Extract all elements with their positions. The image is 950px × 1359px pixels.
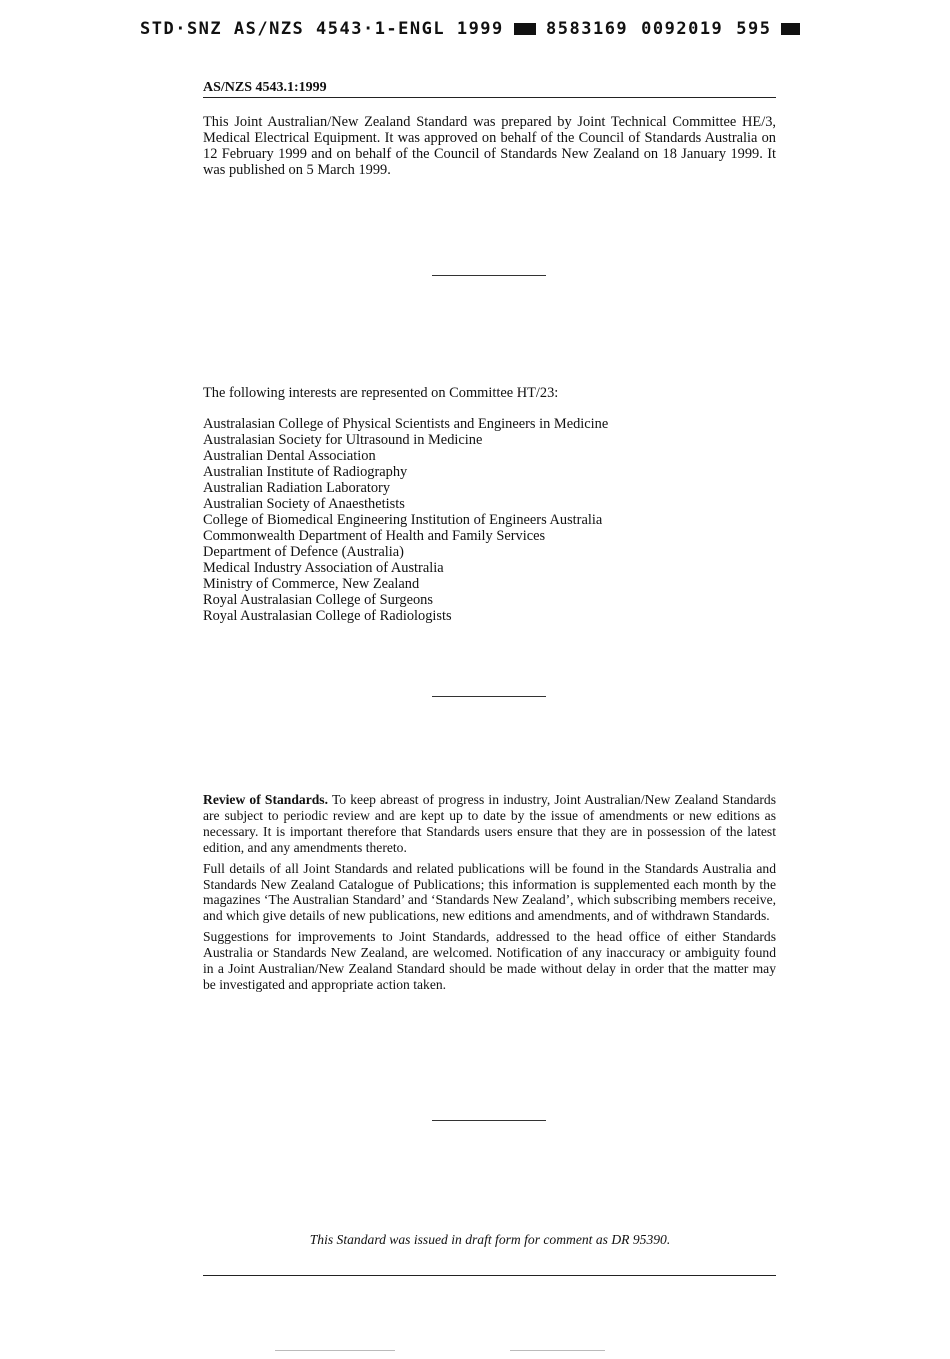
scan-header-number-b: 0092019 [641, 19, 724, 39]
list-item: Medical Industry Association of Australia [203, 560, 444, 576]
review-paragraph: Full details of all Joint Standards and related publications will be found in the Standards Australia and Standards New Zealand Catalogue of Publications; this information is supplemented each month by the magazines ‘The Australian Standard’ and ‘Standards New Zealand’, which subscribing members receive, and which give details of new publications, new editions and amendments, and of withdrawn Standards. [203, 860, 776, 924]
list-item: Royal Australasian College of Radiologists [203, 608, 452, 624]
document-id: AS/NZS 4543.1:1999 [203, 80, 327, 95]
draft-note: This Standard was issued in draft form for comment as DR 95390. [309, 1232, 671, 1247]
list-item: Australasian Society for Ultrasound in Medicine [203, 432, 483, 448]
list-item: Australian Society of Anaesthetists [203, 496, 405, 512]
review-text: To keep abreast of progress in industry, Joint Australian/New Zealand Standards are subject to periodic review and are kept up to date by the issue of amendments or new editions as necessary. It is important therefore that Standards users ensure that they are in possession of the latest edition, and any amendments thereto. [203, 792, 777, 855]
header-rule [203, 97, 776, 98]
list-item: Department of Defence (Australia) [203, 544, 404, 560]
scan-header-number-a: 8583169 [546, 19, 629, 39]
scan-artifact [275, 1350, 395, 1351]
scan-header [140, 18, 800, 40]
section-divider [432, 275, 546, 276]
review-paragraph: Suggestions for improvements to Joint Standards, addressed to the head office of either Standards Australia or Standards New Zealand, are welcomed. Notification of any inaccuracy or ambiguity found in a Joint Australian/New Zealand Standard should be made without delay in order that the matter may be investigated and appropriate action taken. [203, 929, 776, 992]
review-heading: Review of Standards. [203, 792, 329, 807]
black-bar-marker [514, 23, 536, 35]
list-item: Australian Dental Association [203, 448, 376, 464]
review-of-standards [203, 792, 776, 998]
list-item: Commonwealth Department of Health and Family Services [203, 528, 546, 544]
list-item: Australasian College of Physical Scientists and Engineers in Medicine [203, 416, 609, 432]
interests-list [203, 416, 608, 624]
list-item: College of Biomedical Engineering Institution of Engineers Australia [203, 512, 603, 528]
scan-header-number-c: 595 [736, 19, 772, 39]
list-item: Australian Radiation Laboratory [203, 480, 391, 496]
footer-rule [203, 1275, 776, 1276]
preparation-statement: This Joint Australian/New Zealand Standard was prepared by Joint Technical Committee HE/3, Medical Electrical Equipment. It was approved on behalf of the Council of Standards Australia on 12 February 1999 and on behalf of the Council of Standards New Zealand on 18 January 1999. It was published on 5 March 1999. [203, 114, 776, 178]
section-divider [432, 696, 546, 697]
list-item: Australian Institute of Radiography [203, 464, 408, 480]
scan-header-code: STD·SNZ AS/NZS 4543·1-ENGL 1999 [140, 19, 504, 39]
list-item: Royal Australasian College of Surgeons [203, 592, 433, 608]
section-divider [432, 1120, 546, 1121]
review-paragraph [203, 792, 776, 856]
list-item: Ministry of Commerce, New Zealand [203, 576, 420, 592]
interests-intro: The following interests are represented on Committee HT/23: [203, 385, 559, 401]
black-bar-marker [781, 23, 800, 35]
scan-artifact [510, 1350, 605, 1351]
